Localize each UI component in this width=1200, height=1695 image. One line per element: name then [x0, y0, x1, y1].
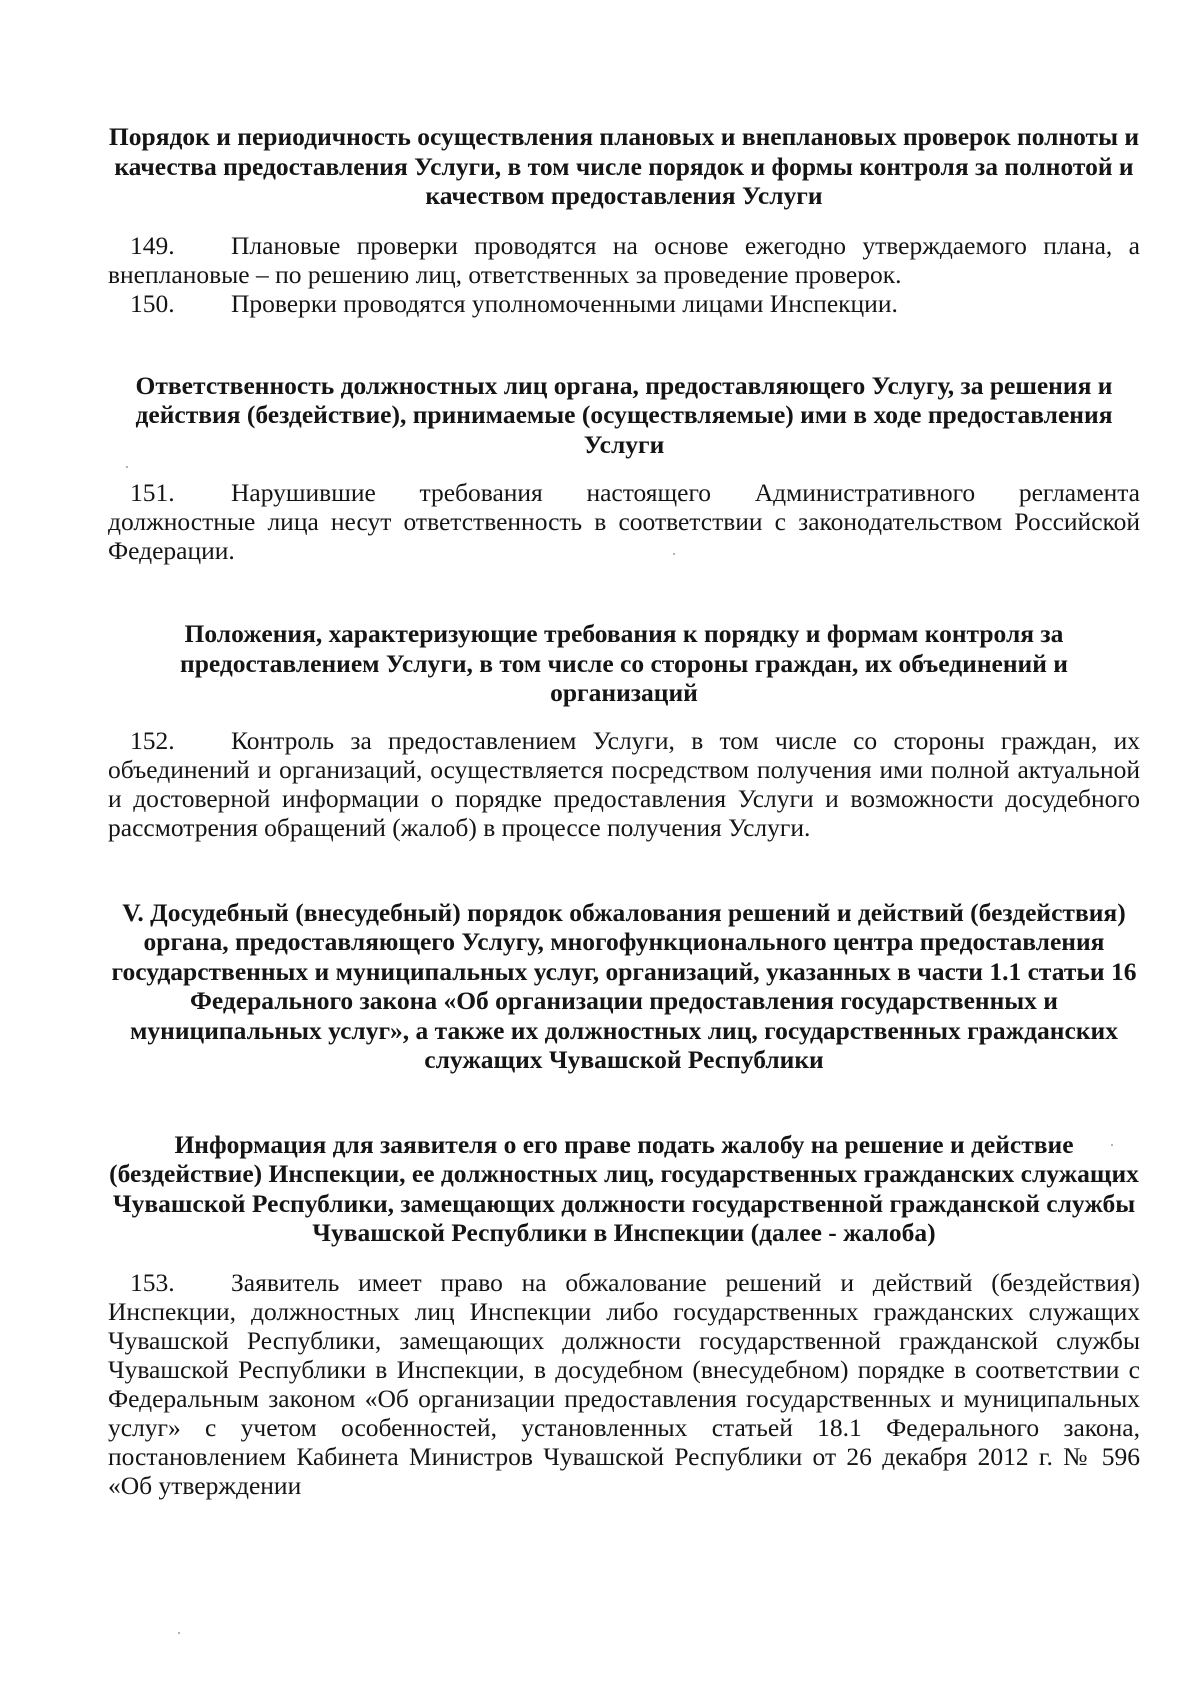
scan-speck: [126, 466, 128, 468]
section-heading-inspections: Порядок и периодичность осуществления плановых и внеплановых проверок полноты и качества предоставления Услуги, в том числе порядок и формы контроля за полнотой и качеством предоставления Услуги: [108, 122, 1140, 210]
paragraph-number: 150.: [130, 288, 175, 318]
chapter-heading-pretrial-appeal: V. Досудебный (внесудебный) порядок обжалования решений и действий (бездействия) органа, предоставляющего Услугу, многофункционального центра предоставления государственных и муниципальных услуг, организаций, указанных в части 1.1 статьи 16 Федерального закона «Об организации предоставления государственных и муниципальных услуг», а также их должностных лиц, государственных гражданских служащих Чувашской Республики: [111, 897, 1137, 1074]
paragraph-153: [108, 1268, 1140, 1500]
scan-speck: [178, 1632, 180, 1634]
paragraph-152: [108, 726, 1140, 842]
paragraph-text: Плановые проверки проводятся на основе ежегодно утверждаемого плана, а внеплановые – по решению лиц, ответственных за проведение проверок.: [108, 230, 1140, 289]
section-heading-control-provisions: Положения, характеризующие требования к порядку и формам контроля за предоставлением Услуги, в том числе со стороны граждан, их объединений и организаций: [180, 619, 1068, 707]
section-heading-responsibility: Ответственность должностных лиц органа, предоставляющего Услугу, за решения и действия (бездействие), принимаемые (осуществляемые) ими в ходе предоставления Услуги: [135, 370, 1113, 459]
paragraph-150: [108, 289, 1140, 318]
paragraph-text: Заявитель имеет право на обжалование решений и действий (бездействия) Инспекции, должностных лиц Инспекции либо государственных гражданских служащих Чувашской Республики, замещающих должности государственной гражданской службы Чувашской Республики в Инспекции, в досудебном (внесудебном) порядке в соответствии с Федеральным законом «Об организации предоставления государственных и муниципальных услуг» с учетом особенностей, установленных статьей 18.1 Федерального закона, постановлением Кабинета Министров Чувашской Республики от 26 декабря 2012 г. № 596 «Об утверждении: [108, 1267, 1140, 1500]
paragraph-151: [108, 478, 1140, 565]
paragraph-number: 151.: [130, 478, 175, 507]
document-page: [108, 122, 1140, 1500]
paragraph-text: Контроль за предоставлением Услуги, в том числе со стороны граждан, их объединений и организаций, осуществляется посредством получения ими полной актуальной и достоверной информации о порядке предоставления Услуги и возможности досудебного рассмотрения обращений (жалоб) в процессе получения Услуги.: [108, 725, 1140, 842]
paragraph-text: Проверки проводятся уполномоченными лицами Инспекции.: [231, 288, 898, 318]
scan-speck: [673, 553, 675, 555]
paragraph-number: 153.: [130, 1267, 175, 1297]
paragraph-number: 149.: [130, 230, 175, 260]
paragraph-number: 152.: [130, 725, 175, 755]
paragraph-149: [108, 231, 1140, 289]
section-heading-complaint-info: Информация для заявителя о его праве подать жалобу на решение и действие (бездействие) Инспекции, ее должностных лиц, государственных гражданских служащих Чувашской Республики, замещающих должности государственной гражданской службы Чувашской Республики в Инспекции (далее - жалоба): [109, 1129, 1139, 1247]
scan-speck: [1111, 1144, 1113, 1146]
paragraph-text: Нарушившие требования настоящего Административного регламента должностные лица несут ответственность в соответствии с законодательством Российской Федерации.: [108, 478, 1140, 565]
